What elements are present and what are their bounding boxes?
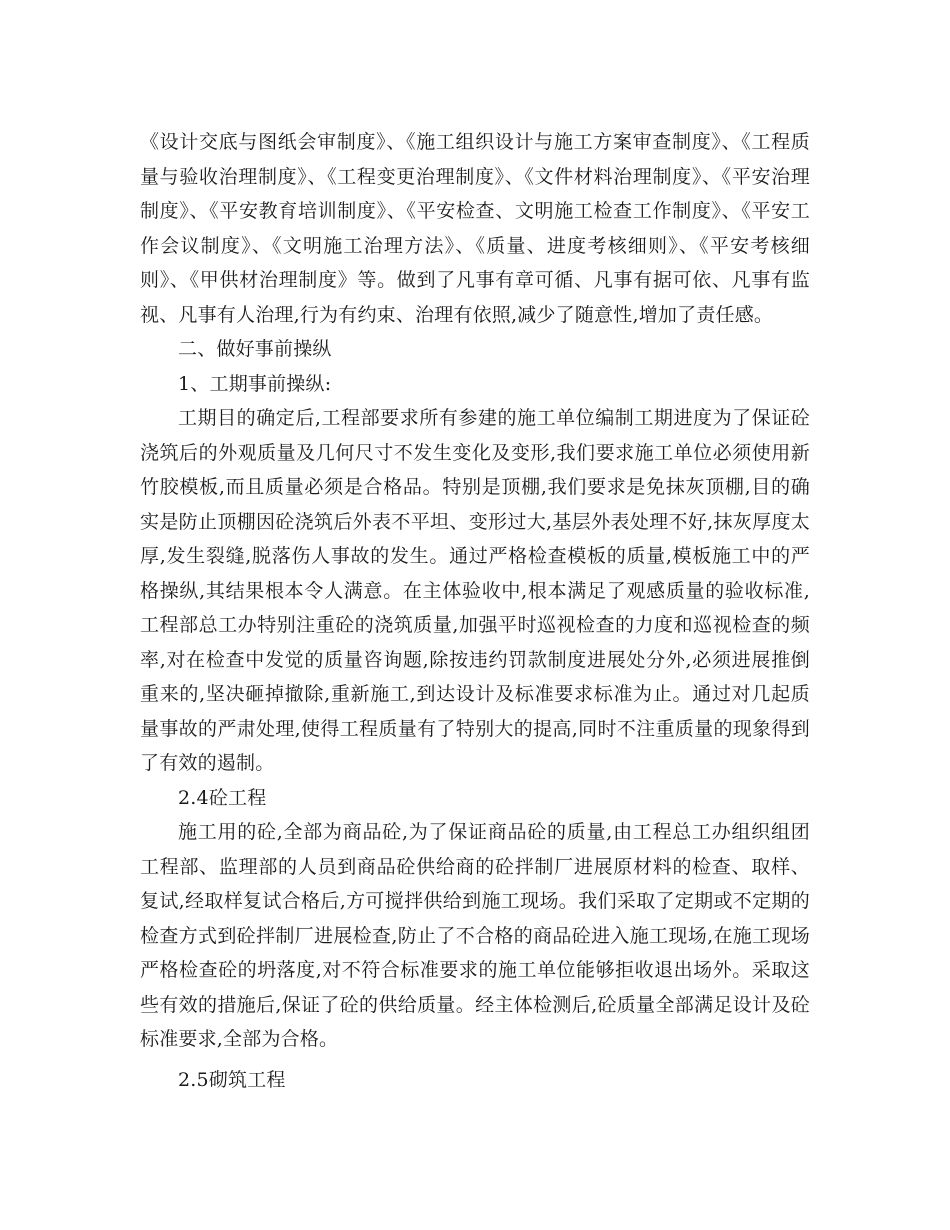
paragraph-concrete-works: 施工用的砼,全部为商品砼,为了保证商品砼的质量,由工程总工办组织组团工程部、监理部的人员到商品砼供给商的砼拌制厂进展原材料的检查、取样、复试,经取样复试合格后,方可搅拌供给到施工现场。我们采取了定期或不定期的检查方式到砼拌制厂进展检查,防止了不合格的商品砼进入施工现场,在施工现场严格检查砼的坍落度,对不符合标准要求的施工单位能够拒收退出场外。采取这些有效的措施后,保证了砼的供给质量。经主体检测后,砼质量全部满足设计及砼标准要求,全部为合格。 xyxy=(140,821,810,1050)
paragraph-schedule-control: 工期目的确定后,工程部要求所有参建的施工单位编制工期进度为了保证砼浇筑后的外观质量及几何尺寸不发生变化及变形,我们要求施工单位必须使用新竹胶模板,而且质量必须是合格品。特别是顶棚,我们要求是免抹灰顶棚,目的确实是防止顶棚因砼浇筑后外表不平坦、变形过大,基层外表处理不好,抹灰厚度太厚,发生裂缝,脱落伤人事故的发生。通过严格检查模板的质量,模板施工中的严格操纵,其结果根本令人满意。在主体验收中,根本满足了观感质量的验收标准,工程部总工办特别注重砼的浇筑质量,加强平时巡视检查的力度和巡视检查的频率,对在检查中发觉的质量咨询题,除按违约罚款制度进展处分外,必须进展推倒重来的,坚决砸掉撤除,重新施工,到达设计及标准要求标准为止。通过对几起质量事故的严肃处理,使得工程质量有了特别大的提高,同时不注重质量的现象得到了有效的遏制。 xyxy=(140,407,810,774)
subsection-heading-schedule-control: 1、工期事前操纵: xyxy=(178,372,332,395)
subsection-heading-concrete-works: 2.4砼工程 xyxy=(178,786,267,809)
paragraph-regulations-list: 《设计交底与图纸会审制度》、《施工组织设计与施工方案审查制度》、《工程质量与验收治理制度》、《工程变更治理制度》、《文件材料治理制度》、《平安治理制度》、《平安教育培训制度》、《平安检查、文明施工检查工作制度》、《平安工作会议制度》、《文明施工治理方法》、《质量、进度考核细则》、《平安考核细则》、《甲供材治理制度》等。做到了凡事有章可循、凡事有据可依、凡事有监视、凡事有人治理,行为有约束、治理有依照,减少了随意性,增加了责任感。 xyxy=(140,131,810,326)
section-heading-pre-control: 二、做好事前操纵 xyxy=(178,338,332,360)
document-body xyxy=(140,125,810,1097)
subsection-heading-masonry-works: 2.5砌筑工程 xyxy=(178,1068,286,1091)
